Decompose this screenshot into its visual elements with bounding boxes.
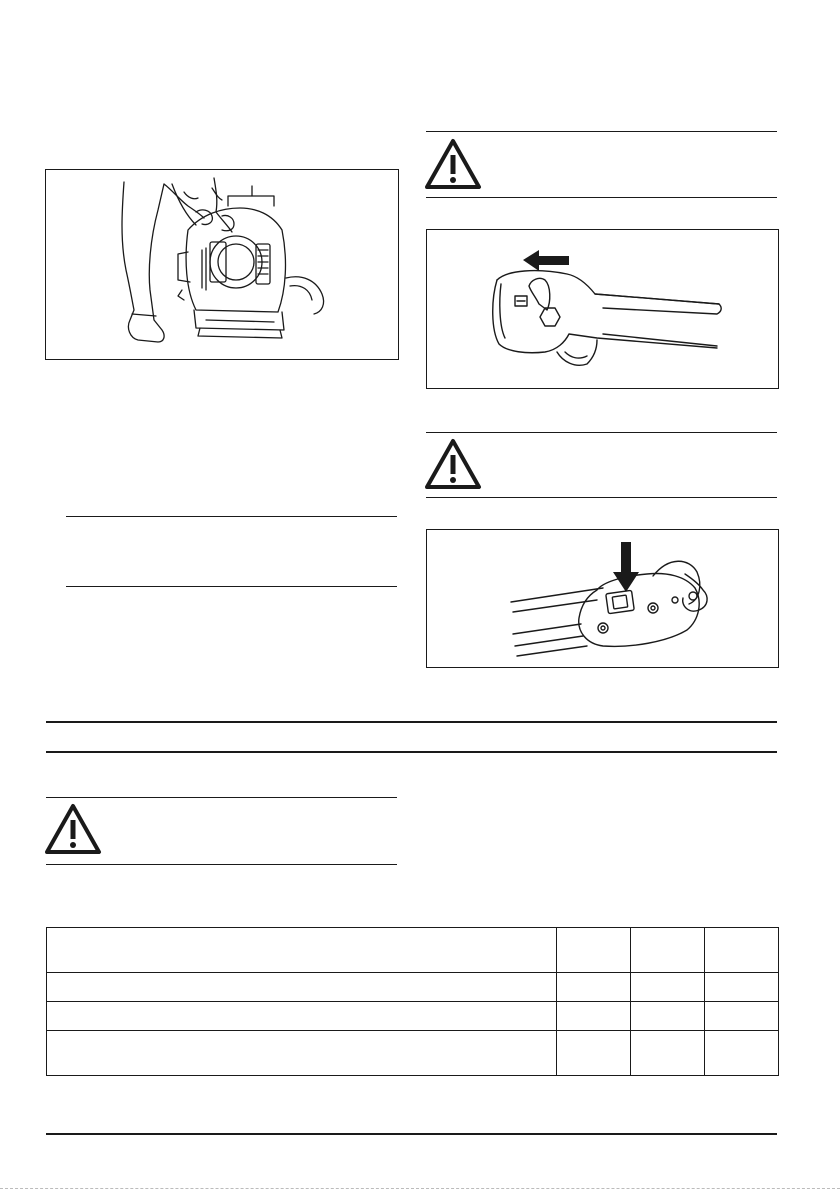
table-cell-description xyxy=(47,1031,557,1076)
table-row xyxy=(47,1031,779,1076)
warning-rule-top xyxy=(426,432,777,433)
handle-lock-button-illustration xyxy=(427,530,780,669)
table-cell xyxy=(631,928,705,973)
warning-rule-top xyxy=(46,797,397,798)
table-cell-description xyxy=(47,928,557,973)
table-cell-description xyxy=(47,1002,557,1031)
table-cell xyxy=(705,1031,779,1076)
warning-rule-bottom xyxy=(426,497,777,498)
table-cell xyxy=(631,1031,705,1076)
figure-engine-maintenance xyxy=(45,169,399,360)
warning-triangle-icon xyxy=(424,438,482,490)
table-cell xyxy=(705,928,779,973)
table-cell xyxy=(557,973,631,1002)
table-cell xyxy=(705,973,779,1002)
table-cell xyxy=(557,928,631,973)
warning-triangle-icon xyxy=(44,803,102,855)
table-cell xyxy=(631,973,705,1002)
table-cell-description xyxy=(47,973,557,1002)
table-row xyxy=(47,1002,779,1031)
section-rule-top xyxy=(46,721,777,723)
table-cell xyxy=(705,1002,779,1031)
table-row xyxy=(47,973,779,1002)
note-rule-bottom xyxy=(66,586,397,587)
footer-rule xyxy=(46,1133,777,1135)
shut-off-lever-illustration xyxy=(427,230,780,390)
warning-rule-bottom xyxy=(426,197,777,198)
engine-maintenance-illustration xyxy=(46,170,400,361)
maintenance-table xyxy=(46,927,779,1076)
section-rule-bottom xyxy=(46,751,777,753)
warning-rule-top xyxy=(426,131,777,132)
table-cell xyxy=(631,1002,705,1031)
table-row xyxy=(47,928,779,973)
figure-shut-off-lever xyxy=(426,229,779,389)
page-edge-dashes xyxy=(0,1188,840,1189)
note-rule-top xyxy=(66,516,397,517)
table-cell xyxy=(557,1031,631,1076)
warning-rule-bottom xyxy=(46,864,397,865)
figure-handle-lock-button xyxy=(426,529,779,668)
table-cell xyxy=(557,1002,631,1031)
warning-triangle-icon xyxy=(424,138,482,190)
